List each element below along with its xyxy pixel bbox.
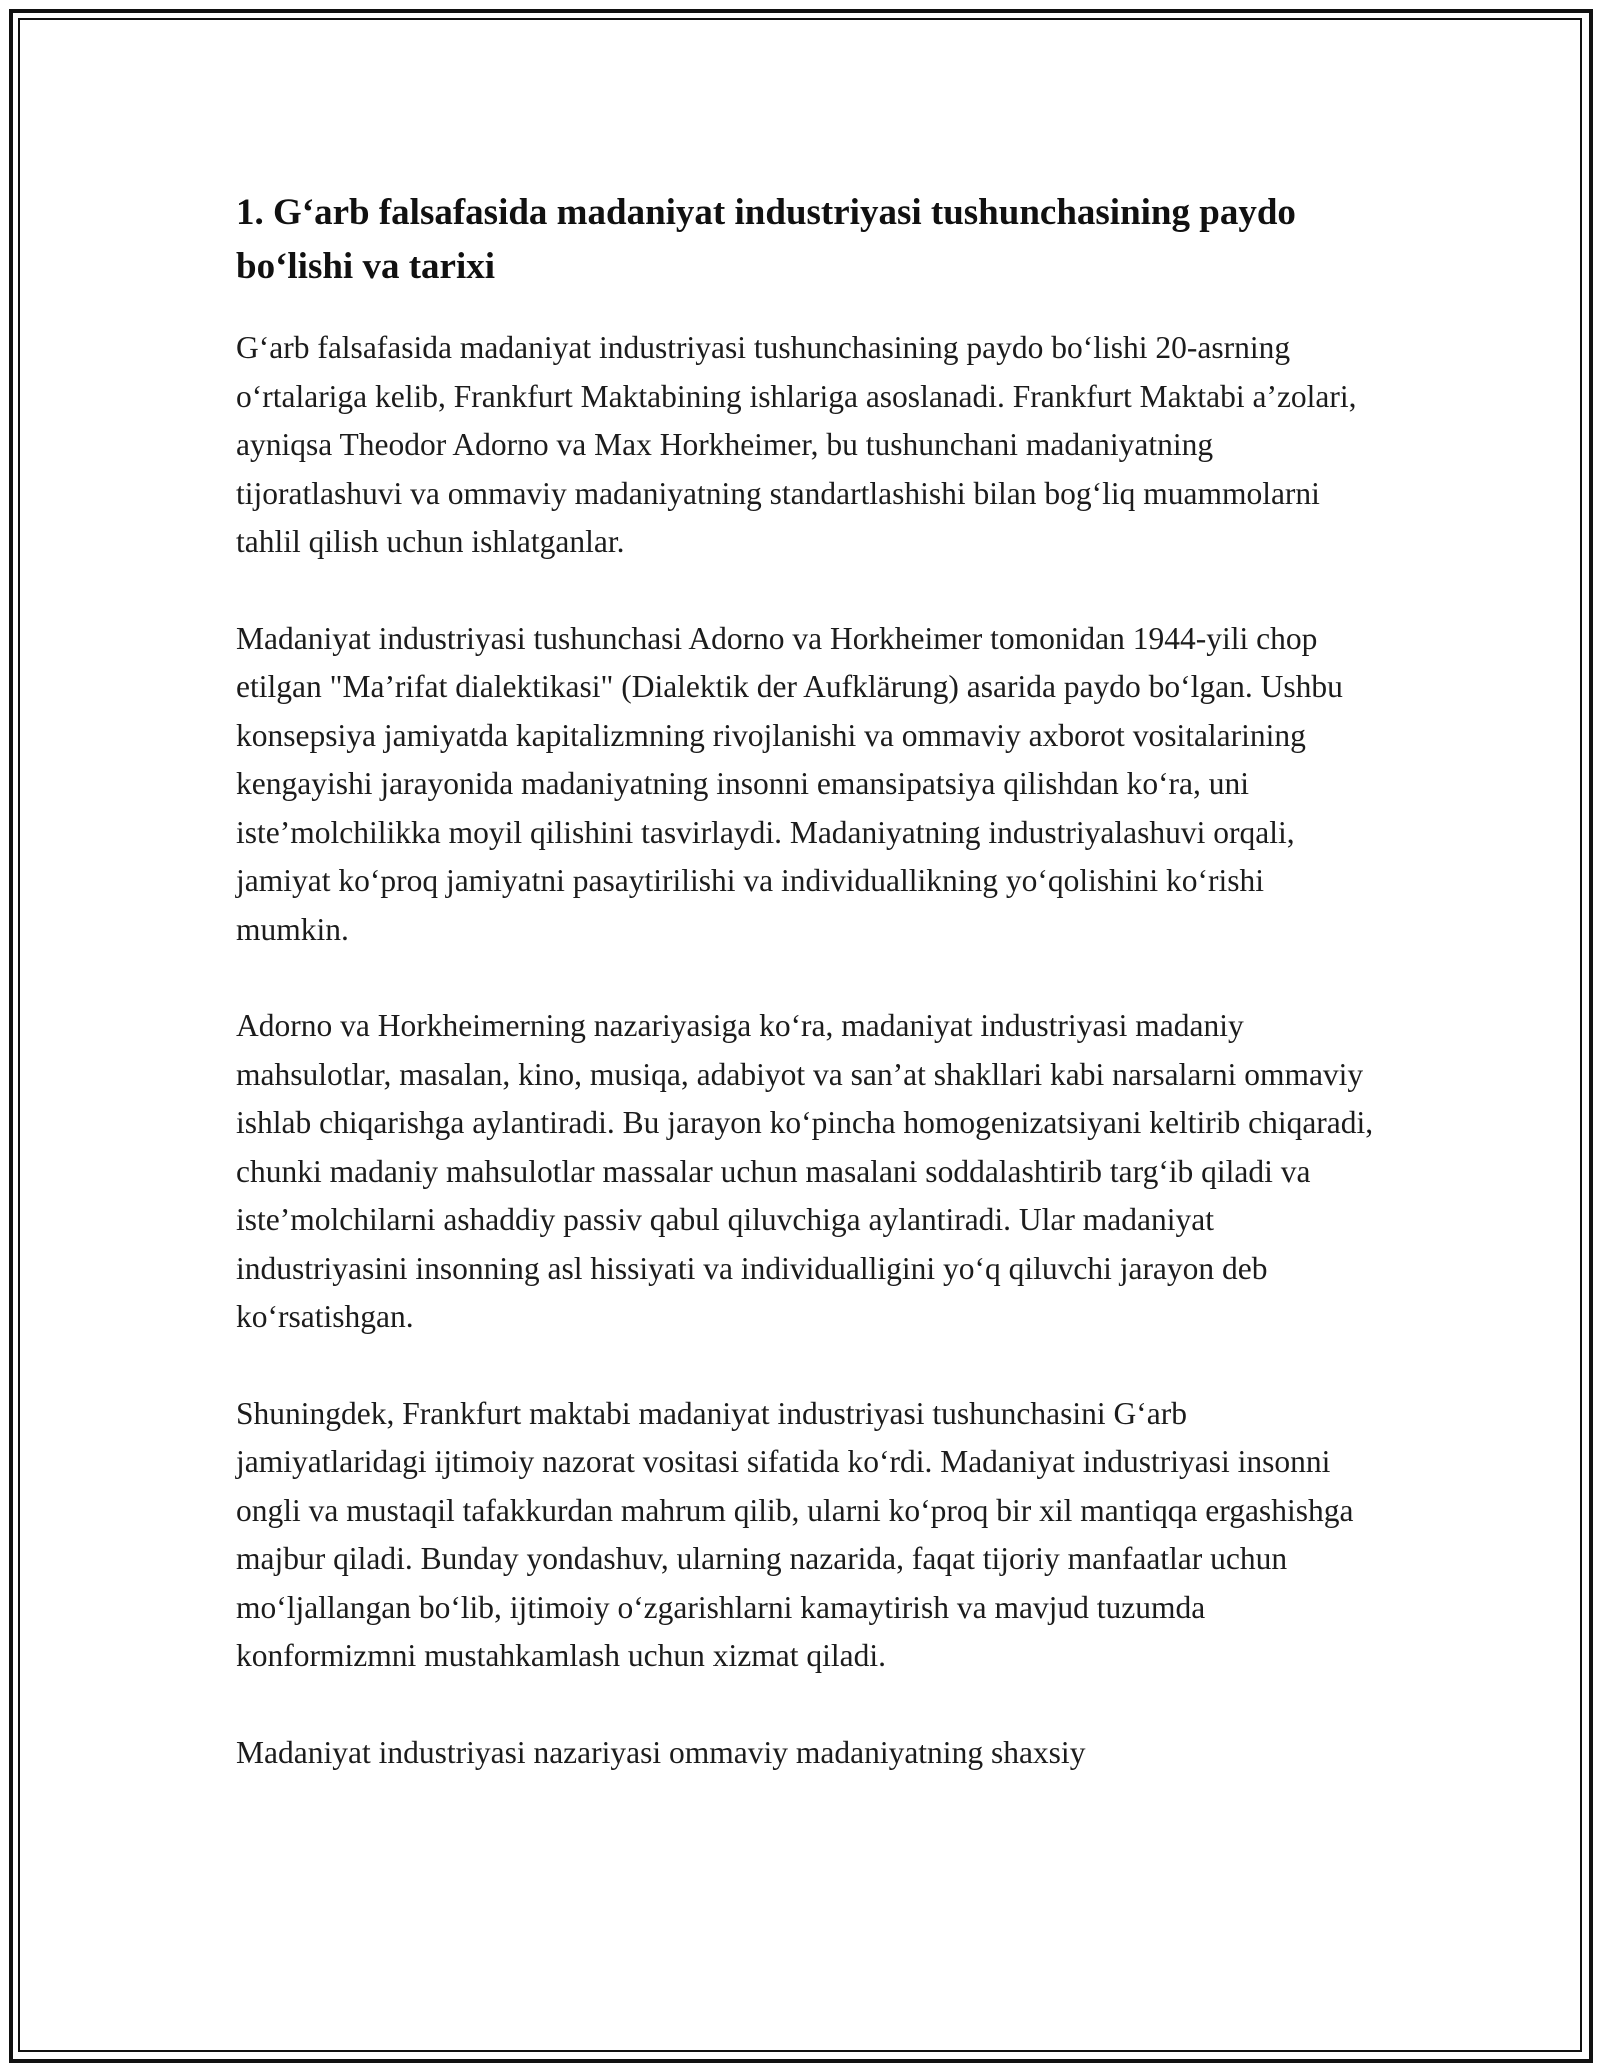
section-heading: 1. G‘arb falsafasida madaniyat industriyasi tushunchasining paydo bo‘lishi va tarixi — [236, 192, 1296, 287]
paragraph-3: Adorno va Horkheimerning nazariyasiga ko‘ra, madaniyat industriyasi madaniy mahsulotlar, masalan, kino, musiqa, adabiyot va san’at shakllari kabi narsalarni ommaviy ishlab chiqarishga aylantiradi. Bu jarayon ko‘pincha homogenizatsiyani keltirib chiqaradi, chunki madaniy mahsulotlar massalar uchun masalani soddalashtirib targ‘ib qiladi va iste’molchilarni ashaddiy passiv qabul qiluvchiga aylantiradi. Ular madaniyat industriyasini insonning asl hissiyati va individualligini yo‘q qiluvchi jarayon deb ko‘rsatishgan. — [236, 1008, 1374, 1334]
paragraph-1: G‘arb falsafasida madaniyat industriyasi tushunchasining paydo bo‘lishi 20-asrning o‘rtalariga kelib, Frankfurt Maktabining ishlariga asoslanadi. Frankfurt Maktabi a’zolari, ayniqsa Theodor Adorno va Max Horkheimer, bu tushunchani madaniyatning tijoratlashuvi va ommaviy madaniyatning standartlashishi bilan bog‘liq muammolarni tahlil qilish uchun ishlatganlar. — [236, 330, 1357, 559]
paragraph-5: Madaniyat industriyasi nazariyasi ommaviy madaniyatning shaxsiy — [236, 1734, 1086, 1770]
paragraph-2: Madaniyat industriyasi tushunchasi Adorno va Horkheimer tomonidan 1944-yili chop etilgan "Ma’rifat dialektikasi" (Dialektik der Aufklärung) asarida paydo bo‘lgan. Ushbu konsepsiya jamiyatda kapitalizmning rivojlanishi va ommaviy axborot vositalarining kengayishi jarayonida madaniyatning insonni emansipatsiya qilishdan ko‘ra, uni iste’molchilikka moyil qilishini tasvirlaydi. Madaniyatning industriyalashuvi orqali, jamiyat ko‘proq jamiyatni pasaytirilishi va individuallikning yo‘qolishini ko‘rishi mumkin. — [236, 620, 1343, 947]
document-body — [236, 186, 1376, 1825]
paragraph-4: Shuningdek, Frankfurt maktabi madaniyat industriyasi tushunchasini G‘arb jamiyatlaridagi ijtimoiy nazorat vositasi sifatida ko‘rdi. Madaniyat industriyasi insonni ongli va mustaqil tafakkurdan mahrum qilib, ularni ko‘proq bir xil mantiqqa ergashishga majbur qiladi. Bunday yondashuv, ularning nazarida, faqat tijoriy manfaatlar uchun mo‘ljallangan bo‘lib, ijtimoiy o‘zgarishlarni kamaytirish va mavjud tuzumda konformizmni mustahkamlash uchun xizmat qiladi. — [236, 1395, 1354, 1673]
